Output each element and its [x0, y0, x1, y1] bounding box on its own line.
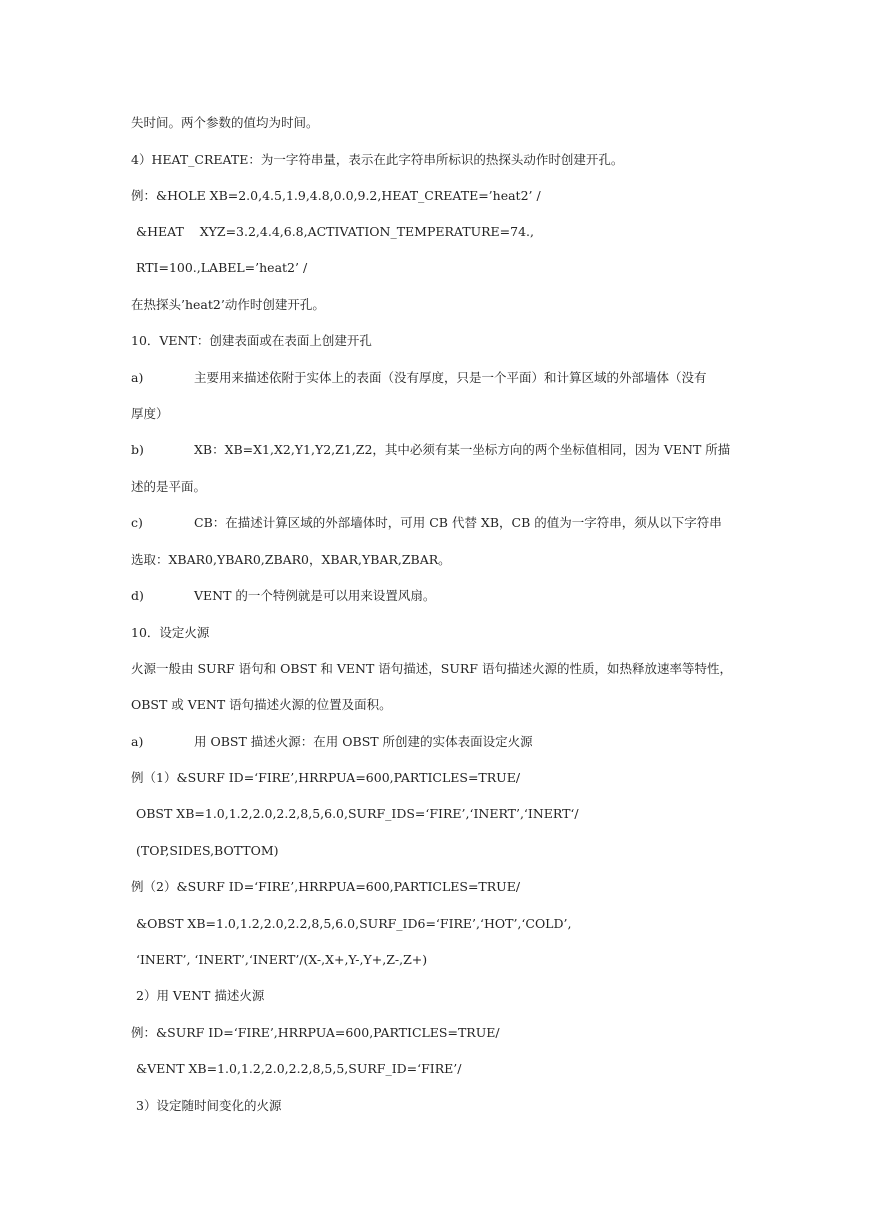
- section-heading: 10．VENT：创建表面或在表面上创建开孔: [131, 333, 372, 348]
- text-line: 2）用 VENT 描述火源: [136, 988, 265, 1003]
- text-line: 4）HEAT_CREATE：为一字符串量，表示在此字符串所标识的热探头动作时创建开孔。: [131, 152, 624, 167]
- text-line: 例：&HOLE XB=2.0,4.5,1.9,4.8,0.0,9.2,HEAT_CREATE=’heat2’ /: [131, 188, 541, 203]
- text-line: 述的是平面。: [131, 479, 207, 494]
- text-line: 火源一般由 SURF 语句和 OBST 和 VENT 语句描述，SURF 语句描述火源的性质，如热释放速率等特性，: [131, 661, 732, 676]
- list-marker: c): [131, 515, 143, 530]
- list-item-text: CB：在描述计算区域的外部墙体时，可用 CB 代替 XB，CB 的值为一字符串，须从以下字符串: [194, 515, 722, 530]
- text-line: OBST 或 VENT 语句描述火源的位置及面积。: [131, 697, 392, 712]
- text-line: ‘INERT’, ‘INERT’,‘INERT’/(X-,X+,Y-,Y+,Z-,Z+): [136, 952, 428, 967]
- text-line: 在热探头’heat2’动作时创建开孔。: [131, 297, 325, 312]
- list-item-text: XB：XB=X1,X2,Y1,Y2,Z1,Z2，其中必须有某一坐标方向的两个坐标值相同，因为 VENT 所描: [194, 442, 731, 457]
- text-line: 例：&SURF ID=‘FIRE’,HRRPUA=600,PARTICLES=TRUE/: [131, 1025, 500, 1040]
- text-line: &VENT XB=1.0,1.2,2.0,2.2,8,5,5,SURF_ID=‘FIRE’/: [136, 1061, 462, 1076]
- list-item-text: 用 OBST 描述火源：在用 OBST 所创建的实体表面设定火源: [194, 734, 533, 749]
- list-item-text: 主要用来描述依附于实体上的表面（没有厚度，只是一个平面）和计算区域的外部墙体（没有: [194, 370, 707, 385]
- text-line: 例（2）&SURF ID=‘FIRE’,HRRPUA=600,PARTICLES=TRUE/: [131, 879, 521, 894]
- text-line: 失时间。两个参数的值均为时间。: [131, 115, 319, 130]
- text-line: &OBST XB=1.0,1.2,2.0,2.2,8,5,6.0,SURF_ID6=‘FIRE’,‘HOT’,‘COLD’,: [136, 916, 572, 931]
- text-line: &HEAT XYZ=3.2,4.4,6.8,ACTIVATION_TEMPERATURE=74.,: [136, 224, 534, 239]
- text-line: 选取：XBAR0,YBAR0,ZBAR0，XBAR,YBAR,ZBAR。: [131, 552, 451, 567]
- text-line: 例（1）&SURF ID=‘FIRE’,HRRPUA=600,PARTICLES=TRUE/: [131, 770, 521, 785]
- section-heading: 10．设定火源: [131, 625, 210, 640]
- text-line: RTI=100.,LABEL=’heat2’ /: [136, 260, 308, 275]
- list-item-text: VENT 的一个特例就是可以用来设置风扇。: [194, 588, 436, 603]
- text-line: OBST XB=1.0,1.2,2.0,2.2,8,5,6.0,SURF_IDS=‘FIRE’,‘INERT’,‘INERT‘/: [136, 806, 579, 821]
- text-line: 3）设定随时间变化的火源: [136, 1098, 282, 1113]
- list-marker: d): [131, 588, 144, 603]
- text-line: 厚度）: [131, 406, 169, 421]
- list-marker: a): [131, 370, 144, 385]
- text-line: (TOP,SIDES,BOTTOM): [136, 843, 279, 858]
- list-marker: a): [131, 734, 144, 749]
- list-marker: b): [131, 442, 144, 457]
